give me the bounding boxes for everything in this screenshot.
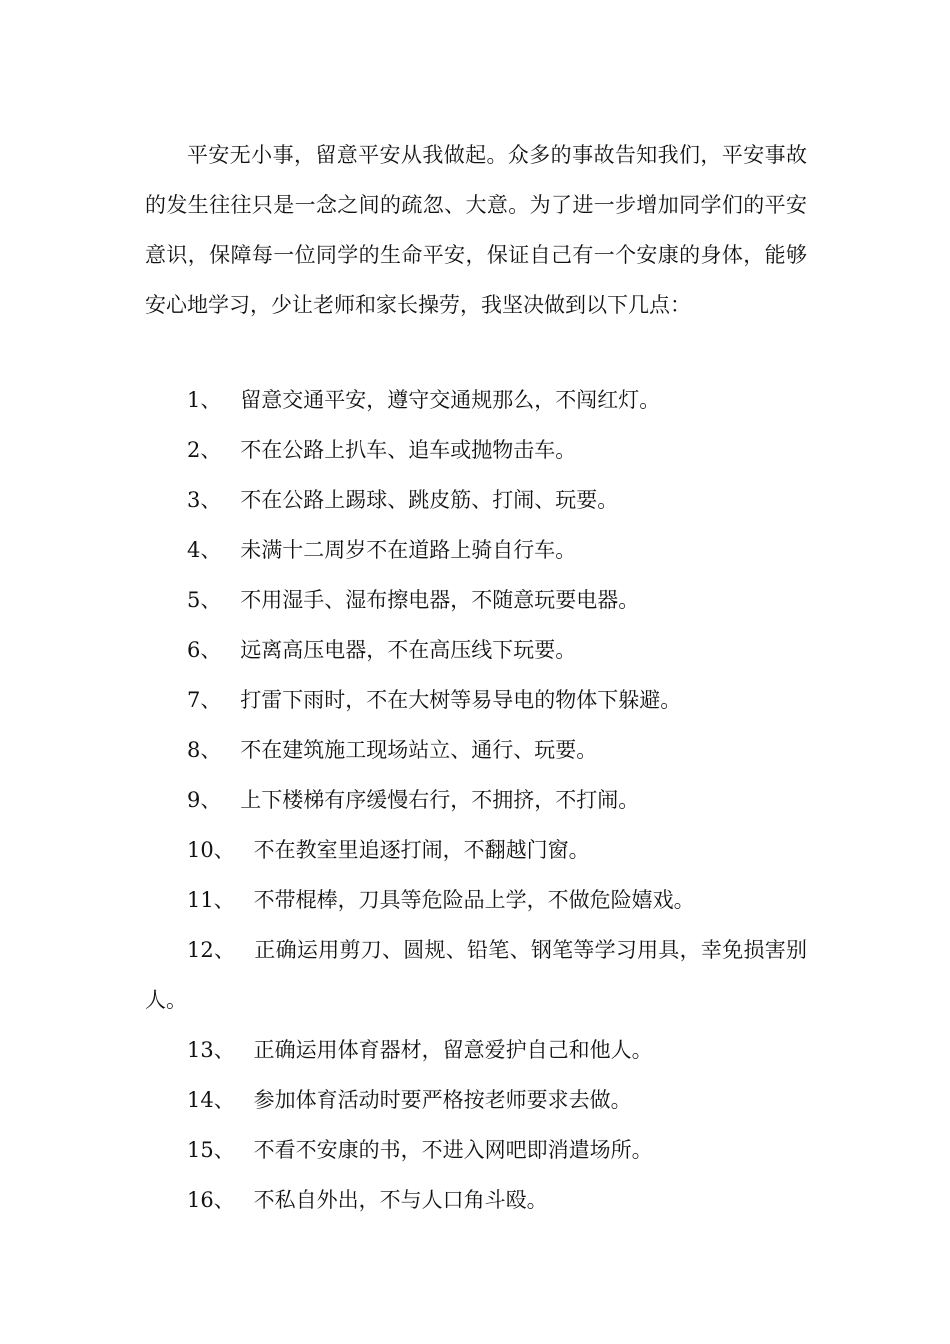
item-number: 4、 (187, 538, 222, 562)
item-text: 远离高压电器，不在高压线下玩要。 (240, 638, 577, 662)
list-item (145, 775, 807, 825)
list-item (145, 725, 807, 775)
item-number: 13、 (187, 1038, 235, 1062)
item-number: 5、 (187, 588, 222, 612)
item-number: 3、 (187, 488, 222, 512)
list-item (145, 1025, 807, 1075)
item-number: 11、 (187, 888, 235, 912)
item-text: 参加体育活动时要严格按老师要求去做。 (253, 1088, 632, 1112)
item-number: 10、 (187, 838, 235, 862)
item-number: 16、 (187, 1188, 235, 1212)
list-item (145, 475, 807, 525)
item-text: 不在建筑施工现场站立、通行、玩要。 (240, 738, 598, 762)
item-number: 12、 (187, 938, 236, 962)
item-number: 14、 (187, 1088, 235, 1112)
item-number: 1、 (187, 388, 222, 412)
item-text: 正确运用体育器材，留意爱护自己和他人。 (253, 1038, 653, 1062)
item-text: 打雷下雨时，不在大树等易导电的物体下躲避。 (240, 688, 682, 712)
item-number: 7、 (187, 688, 222, 712)
item-number: 15、 (187, 1138, 235, 1162)
item-text: 不看不安康的书，不进入网吧即消遣场所。 (253, 1138, 653, 1162)
list-item (145, 575, 807, 625)
list-item (145, 425, 807, 475)
item-number: 2、 (187, 438, 222, 462)
item-text: 正确运用剪刀、圆规、铅笔、钢笔等学习用具，幸免损害别人。 (145, 938, 807, 1012)
item-text: 留意交通平安，遵守交通规那么，不闯红灯。 (240, 388, 661, 412)
list-item (145, 1075, 807, 1125)
item-text: 不在教室里追逐打闹，不翻越门窗。 (253, 838, 590, 862)
list-item (145, 375, 807, 425)
item-number: 8、 (187, 738, 222, 762)
list-item (145, 1175, 807, 1225)
item-text: 未满十二周岁不在道路上骑自行车。 (240, 538, 577, 562)
item-number: 9、 (187, 788, 222, 812)
item-text: 不用湿手、湿布擦电器，不随意玩要电器。 (240, 588, 640, 612)
intro-paragraph: 平安无小事，留意平安从我做起。众多的事故告知我们，平安事故的发生往往只是一念之间的疏忽、大意。为了进一步增加同学们的平安意识，保障每一位同学的生命平安，保证自己有一个安康的身体，能够安心地学习，少让老师和家长操劳，我坚决做到以下几点： (145, 143, 807, 317)
item-text: 不在公路上踢球、跳皮筋、打闹、玩要。 (240, 488, 619, 512)
item-text: 不私自外出，不与人口角斗殴。 (253, 1188, 548, 1212)
list-item (145, 625, 807, 675)
list-item (145, 925, 807, 1025)
list-item (145, 675, 807, 725)
list-item (145, 1125, 807, 1175)
list-item (145, 875, 807, 925)
list-item (145, 825, 807, 875)
item-number: 6、 (187, 638, 222, 662)
item-text: 不带棍棒，刀具等危险品上学，不做危险嬉戏。 (253, 888, 695, 912)
item-text: 上下楼梯有序缓慢右行，不拥挤，不打闹。 (240, 788, 640, 812)
item-text: 不在公路上扒车、追车或抛物击车。 (240, 438, 577, 462)
rules-list (145, 375, 807, 1225)
list-item (145, 525, 807, 575)
